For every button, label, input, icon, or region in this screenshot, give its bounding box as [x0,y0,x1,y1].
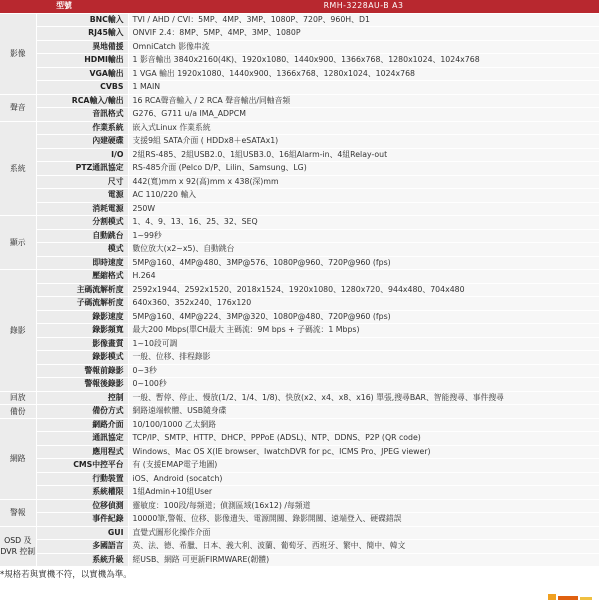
spec-value: TVI / AHD / CVI：5MP、4MP、3MP、1080P、720P、960H、D1 [128,13,599,27]
spec-label: RCA輸入/輸出 [36,94,128,108]
spec-value: G276、G711 u/a IMA_ADPCM [128,108,599,122]
spec-value: 1~99秒 [128,229,599,243]
logo-bar [548,594,556,600]
spec-value: 250W [128,202,599,216]
spec-value: ONVIF 2.4：8MP、5MP、4MP、3MP、1080P [128,27,599,41]
spec-label: 通訊協定 [36,432,128,446]
spec-value: 0~100秒 [128,378,599,392]
spec-row [0,67,599,81]
spec-row [0,270,599,284]
spec-label: RJ45輸入 [36,27,128,41]
spec-label: 系統升級 [36,553,128,567]
spec-value: 一般、位移、排程錄影 [128,351,599,365]
spec-value: 5MP@160、4MP@480、3MP@576、1080P@960、720P@960 (fps) [128,256,599,270]
spec-group-label: 影像 [0,13,36,94]
spec-label: 系統權限 [36,486,128,500]
spec-row [0,256,599,270]
spec-label: 音訊格式 [36,108,128,122]
spec-label: 即時速度 [36,256,128,270]
spec-value: 1組Admin+10組User [128,486,599,500]
spec-value: 2592x1944、2592x1520、2018x1524、1920x1080、1280x720、944x480、704x480 [128,283,599,297]
spec-label: 消耗電源 [36,202,128,216]
spec-row [0,202,599,216]
spec-value: 嵌入式Linux 作業系統 [128,121,599,135]
spec-value: RS-485介面 (Pelco D/P、Lilin、Samsung、LG) [128,162,599,176]
spec-row [0,81,599,95]
spec-value: TCP/IP、SMTP、HTTP、DHCP、PPPoE (ADSL)、NTP、DDNS、P2P (QR code) [128,432,599,446]
spec-row [0,94,599,108]
spec-row [0,391,599,405]
spec-label: 主碼流解析度 [36,283,128,297]
spec-value: 數位放大(x2~x5)、自動跳台 [128,243,599,257]
spec-value: 最大200 Mbps(單CH最大 主碼流：9M bps + 子碼流：1 Mbps) [128,324,599,338]
spec-row [0,162,599,176]
spec-label: 模式 [36,243,128,257]
spec-row [0,108,599,122]
spec-row [0,310,599,324]
spec-group-label: 備份 [0,405,36,419]
spec-label: 作業系統 [36,121,128,135]
spec-label: 多國語言 [36,540,128,554]
spec-row [0,513,599,527]
spec-label: 子碼流解析度 [36,297,128,311]
spec-row [0,216,599,230]
spec-group-label: 警報 [0,499,36,526]
spec-value: Windows、Mac OS X(IE browser、IwatchDVR for pc、ICMS Pro、JPEG viewer) [128,445,599,459]
spec-label: 行動裝置 [36,472,128,486]
spec-label: 自動跳台 [36,229,128,243]
spec-label: 內建硬碟 [36,135,128,149]
spec-label: 網路介面 [36,418,128,432]
spec-value: 1 影音輸出 3840x2160(4K)、1920x1080、1440x900、1366x768、1280x1024、1024x768 [128,54,599,68]
spec-row [0,121,599,135]
spec-row [0,418,599,432]
spec-row [0,148,599,162]
spec-label: 電源 [36,189,128,203]
spec-value: OmniCatch 影像串流 [128,40,599,54]
spec-value: 1 MAIN [128,81,599,95]
spec-row [0,283,599,297]
spec-row [0,445,599,459]
corner-logo-mark [548,590,596,600]
spec-label: 異地備援 [36,40,128,54]
spec-label: 警報前錄影 [36,364,128,378]
spec-value: 640x360、352x240、176x120 [128,297,599,311]
spec-group-label: 網路 [0,418,36,499]
spec-label: VGA輸出 [36,67,128,81]
spec-group-label: 聲音 [0,94,36,121]
spec-group-label: OSD 及 DVR 控制 [0,526,36,567]
spec-row [0,486,599,500]
footnote: *規格若與實機不符，以實機為準。 [0,570,132,580]
model-header-label: 型號 [0,0,128,13]
spec-row [0,499,599,513]
spec-row [0,175,599,189]
spec-label: BNC輸入 [36,13,128,27]
spec-row [0,243,599,257]
spec-row [0,378,599,392]
spec-row [0,40,599,54]
spec-row [0,13,599,27]
spec-label: 壓縮格式 [36,270,128,284]
model-name: RMH-3228AU-B A3 [128,0,599,13]
spec-label: 分割模式 [36,216,128,230]
spec-row [0,553,599,567]
spec-label: GUI [36,526,128,540]
spec-label: 錄影速度 [36,310,128,324]
spec-value: 一般、暫停、停止、慢放(1/2、1/4、1/8)、快放(x2、x4、x8、x16) 單張,搜尋BAR、智能搜尋、事件搜尋 [128,391,599,405]
spec-label: 控制 [36,391,128,405]
spec-label: 錄影頻寬 [36,324,128,338]
spec-value: iOS、Android (socatch) [128,472,599,486]
spec-row [0,135,599,149]
spec-label: 事件紀錄 [36,513,128,527]
spec-value: 442(寬)mm x 92(高)mm x 438(深)mm [128,175,599,189]
spec-group-label: 顯示 [0,216,36,270]
spec-label: 尺寸 [36,175,128,189]
spec-value: 10/100/1000 乙太網路 [128,418,599,432]
spec-value: 5MP@160、4MP@224、3MP@320、1080P@480、720P@960 (fps) [128,310,599,324]
spec-value: AC 110/220 輸入 [128,189,599,203]
spec-label: 應用程式 [36,445,128,459]
spec-label: CMS中控平台 [36,459,128,473]
spec-group-label: 回放 [0,391,36,405]
spec-row [0,459,599,473]
spec-row [0,405,599,419]
spec-row [0,364,599,378]
spec-row [0,540,599,554]
spec-value: 有 (支援EMAP電子地圖) [128,459,599,473]
spec-value: 16 RCA聲音輸入 / 2 RCA 聲音輸出/同軸音頻 [128,94,599,108]
spec-value: 網路遠端軟體、USB隨身碟 [128,405,599,419]
spec-value: 英、法、德、希臘、日本、義大利、波蘭、葡萄牙、西班牙、繁中、簡中、韓文 [128,540,599,554]
spec-value: 0~3秒 [128,364,599,378]
spec-label: HDMI輸出 [36,54,128,68]
model-header-row [0,0,599,13]
spec-group-label: 系統 [0,121,36,216]
spec-label: 錄影模式 [36,351,128,365]
spec-label: CVBS [36,81,128,95]
spec-group-label: 錄影 [0,270,36,392]
spec-label: 備份方式 [36,405,128,419]
spec-row [0,54,599,68]
spec-value: 靈敏度：100段/每頻道；偵測區域(16x12) /每頻道 [128,499,599,513]
spec-value: 經USB、網路 可更新FIRMWARE(韌體) [128,553,599,567]
spec-row [0,351,599,365]
spec-label: PTZ通訊協定 [36,162,128,176]
spec-row [0,189,599,203]
spec-row [0,229,599,243]
spec-label: 影像畫質 [36,337,128,351]
spec-row [0,472,599,486]
spec-value: 2組RS-485、2組USB2.0、1組USB3.0、16組Alarm-in、4組Relay-out [128,148,599,162]
spec-value: 支援9組 SATA介面 ( HDDx8＋eSATAx1) [128,135,599,149]
spec-value: 10000筆,警報、位移、影像遺失、電源開關、錄影開關、遠端登入、硬碟錯誤 [128,513,599,527]
spec-row [0,526,599,540]
logo-bar [558,596,578,600]
spec-row [0,27,599,41]
spec-value: H.264 [128,270,599,284]
spec-label: 警報後錄影 [36,378,128,392]
spec-label: I/O [36,148,128,162]
spec-value: 1、4、9、13、16、25、32、SEQ [128,216,599,230]
spec-row [0,432,599,446]
spec-value: 直覺式圖形化操作介面 [128,526,599,540]
spec-value: 1 VGA 輸出 1920x1080、1440x900、1366x768、1280x1024、1024x768 [128,67,599,81]
spec-row [0,337,599,351]
spec-row [0,324,599,338]
spec-row [0,297,599,311]
spec-label: 位移偵測 [36,499,128,513]
spec-value: 1~10段可調 [128,337,599,351]
